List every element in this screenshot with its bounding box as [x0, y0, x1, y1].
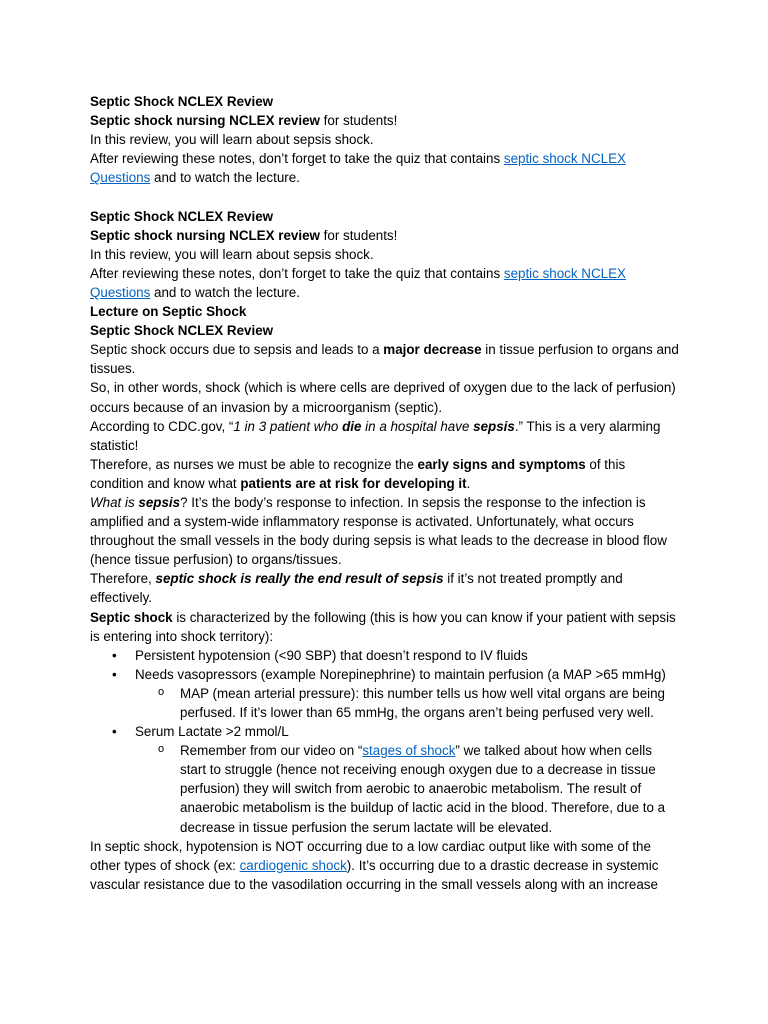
body-paragraph-1: Septic shock occurs due to sepsis and leads to a major decrease in tissue perfusion to organs and tissues.	[90, 342, 679, 377]
body-paragraph-6: Therefore, septic shock is really the end result of sepsis if it’s not treated promptly and effectively.	[90, 571, 623, 606]
list-item: • Serum Lactate >2 mmol/L o Remember from our video on “stages of shock” we talked about how when cells start to struggle (hence not receiving enough oxygen due to a decrease in tissue perfusion) they will switch from aerobic to anaerobic metabolism. The result of anaerobic metabolism is the buildup of lactic acid in the blood. Therefore, due to a decrease in tissue perfusion the serum lactate will be elevated.	[90, 722, 680, 837]
review-heading: Septic Shock NCLEX Review	[90, 323, 274, 339]
stages-of-shock-link[interactable]: stages of shock	[362, 743, 456, 759]
body-paragraph-5: What is sepsis? It’s the body’s response to infection. In sepsis the response to the infection is amplified and a system-wide inflammatory response is activated. Unfortunately, what occurs throughout the small vessels in the body during sepsis is what leads to the decrease in blood flow (hence tissue perfusion) to organs/tissues.	[90, 494, 667, 568]
body-paragraph-7: Septic shock is characterized by the following (this is how you can know if your patient with sepsis is entering into shock territory):	[90, 609, 676, 644]
block2-intro: In this review, you will learn about sepsis shock.	[90, 246, 374, 262]
septic-shock-questions-link[interactable]: septic shock NCLEX Questions	[90, 151, 626, 186]
block2-quiz-paragraph: After reviewing these notes, don’t forget to take the quiz that contains septic shock NCLEX Questions and to watch the lecture.	[90, 265, 626, 300]
body-paragraph-8: In septic shock, hypotension is NOT occurring due to a low cardiac output like with some of the other types of shock (ex: cardiogenic shock). It’s occurring due to a drastic decrease in systemic vascular resistance due to the vasodilation occurring in the small vessels along with an increase	[90, 838, 659, 892]
cardiogenic-shock-link[interactable]: cardiogenic shock	[239, 857, 347, 873]
sub-list-item: o MAP (mean arterial pressure): this number tells us how well vital organs are being perfused. If it’s lower than 65 mmHg, the organs aren’t being perfused very well.	[135, 684, 680, 722]
sub-list	[135, 684, 680, 722]
list-item: • Needs vasopressors (example Norepinephrine) to maintain perfusion (a MAP >65 mmHg) o MAP (mean arterial pressure): this number tells us how well vital organs are being perfused. If it’s lower than 65 mmHg, the organs aren’t being perfused very well.	[90, 665, 680, 722]
list-item: • Persistent hypotension (<90 SBP) that doesn’t respond to IV fluids	[90, 646, 680, 665]
sub-list-item: o Remember from our video on “stages of shock” we talked about how when cells start to struggle (hence not receiving enough oxygen due to a decrease in tissue perfusion) they will switch from aerobic to anaerobic metabolism. The result of anaerobic metabolism is the buildup of lactic acid in the blood. Therefore, due to a decrease in tissue perfusion the serum lactate will be elevated.	[135, 741, 680, 836]
body-paragraph-4: Therefore, as nurses we must be able to recognize the early signs and symptoms of this condition and know what patients are at risk for developing it.	[90, 456, 626, 491]
block1-quiz-paragraph: After reviewing these notes, don’t forget to take the quiz that contains septic shock NCLEX Questions and to watch the lecture.	[90, 151, 626, 186]
block2-subtitle: Septic shock nursing NCLEX review for students!	[90, 227, 398, 243]
lecture-heading: Lecture on Septic Shock	[90, 304, 247, 320]
body-paragraph-2: So, in other words, shock (which is where cells are deprived of oxygen due to the lack of perfusion) occurs because of an invasion by a microorganism (septic).	[90, 380, 676, 415]
block2-title: Septic Shock NCLEX Review	[90, 208, 274, 224]
block1-subtitle: Septic shock nursing NCLEX review for students!	[90, 113, 398, 129]
block1-title: Septic Shock NCLEX Review	[90, 94, 274, 109]
block1-intro: In this review, you will learn about sepsis shock.	[90, 132, 374, 148]
septic-shock-questions-link[interactable]: septic shock NCLEX Questions	[90, 265, 626, 300]
document-page	[90, 92, 680, 894]
body-paragraph-3: According to CDC.gov, “1 in 3 patient who die in a hospital have sepsis.” This is a very alarming statistic!	[90, 418, 661, 453]
blank-line	[90, 187, 680, 206]
criteria-list	[90, 646, 680, 837]
sub-list	[135, 741, 680, 836]
